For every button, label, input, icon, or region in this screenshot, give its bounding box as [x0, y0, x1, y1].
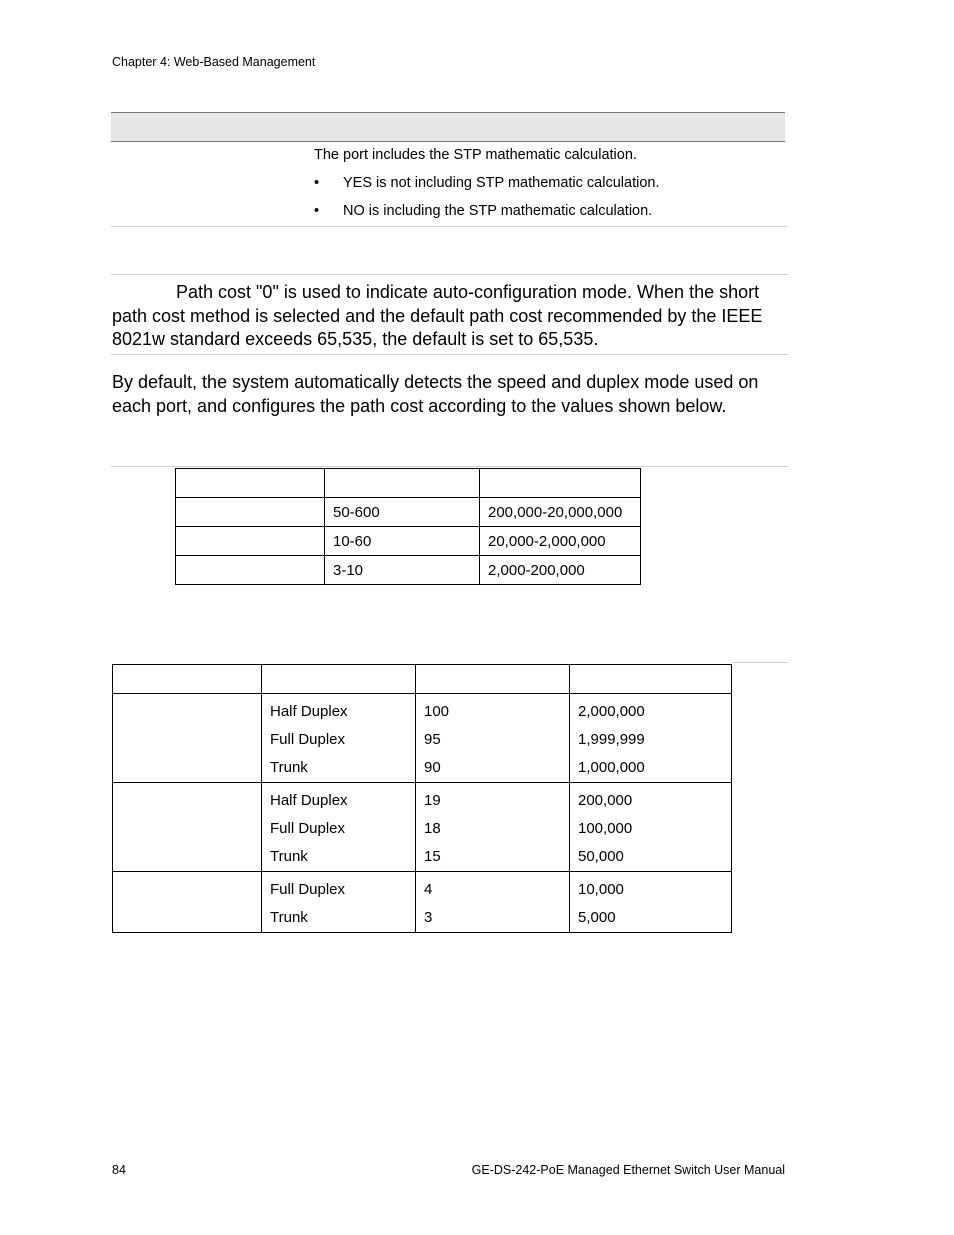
short-cost-cell: 100: [424, 703, 450, 720]
long-range-cell: 20,000-2,000,000: [480, 527, 641, 556]
default-path-cost-table: [112, 664, 732, 933]
duplex-cell: Full Duplex: [270, 820, 346, 837]
bullet-icon: •: [314, 203, 320, 219]
short-range-cell: 10-60: [325, 527, 480, 556]
running-header: Chapter 4: Web-Based Management: [112, 55, 316, 69]
long-cost-cell: 50,000: [578, 848, 624, 865]
duplex-cell: Half Duplex: [270, 703, 348, 720]
page-number: 84: [112, 1163, 126, 1177]
duplex-cell: Half Duplex: [270, 792, 348, 809]
long-cost-cell: 100,000: [578, 820, 633, 837]
divider: [111, 466, 788, 467]
divider: [111, 226, 787, 227]
divider: [111, 274, 788, 275]
parameter-description: The port includes the STP mathematic calculation.: [314, 147, 637, 163]
bullet-item: • NO is including the STP mathematic calculation.: [314, 203, 653, 219]
table-row-group: [113, 872, 732, 933]
long-cost-cell: 1,000,000: [578, 759, 645, 776]
short-cost-cell: 18: [424, 820, 441, 837]
duplex-cell: Trunk: [270, 909, 308, 926]
parameter-table-header: [111, 112, 785, 142]
short-cost-cell: 90: [424, 759, 441, 776]
long-cost-cell: 1,999,999: [578, 731, 645, 748]
short-range-cell: 50-600: [325, 498, 480, 527]
table-header-row: [176, 469, 641, 498]
short-cost-cell: 3: [424, 909, 433, 926]
table-header-row: [113, 665, 732, 694]
duplex-cell: Full Duplex: [270, 731, 346, 748]
duplex-cell: Trunk: [270, 759, 308, 776]
long-cost-cell: 5,000: [578, 909, 616, 926]
divider: [111, 354, 788, 355]
long-range-cell: 2,000-200,000: [480, 556, 641, 585]
duplex-cell: Full Duplex: [270, 881, 346, 898]
long-cost-cell: 2,000,000: [578, 703, 645, 720]
table-row-group: [113, 783, 732, 872]
body-paragraph: By default, the system automatically detects the speed and duplex mode used on each port, and configures the path cost according to the values shown below.: [112, 372, 759, 416]
table-row: [176, 556, 641, 585]
short-cost-cell: 19: [424, 792, 441, 809]
path-cost-range-table: [175, 468, 641, 585]
table-row-group: [113, 694, 732, 783]
manual-title: GE-DS-242-PoE Managed Ethernet Switch User Manual: [471, 1163, 785, 1177]
table-row: [176, 498, 641, 527]
table-row: [176, 527, 641, 556]
note-text: Path cost "0" is used to indicate auto-configuration mode. When the short path cost method is selected and the default path cost recommended by the IEEE 8021w standard exceeds 65,535, the default is set to 65,535.: [112, 282, 763, 349]
long-range-cell: 200,000-20,000,000: [480, 498, 641, 527]
long-cost-cell: 200,000: [578, 792, 633, 809]
bullet-item: • YES is not including STP mathematic calculation.: [314, 175, 660, 191]
short-cost-cell: 15: [424, 848, 441, 865]
short-range-cell: 3-10: [325, 556, 480, 585]
duplex-cell: Trunk: [270, 848, 308, 865]
divider: [732, 662, 788, 663]
bullet-icon: •: [314, 175, 320, 191]
short-cost-cell: 4: [424, 881, 433, 898]
short-cost-cell: 95: [424, 731, 441, 748]
long-cost-cell: 10,000: [578, 881, 624, 898]
